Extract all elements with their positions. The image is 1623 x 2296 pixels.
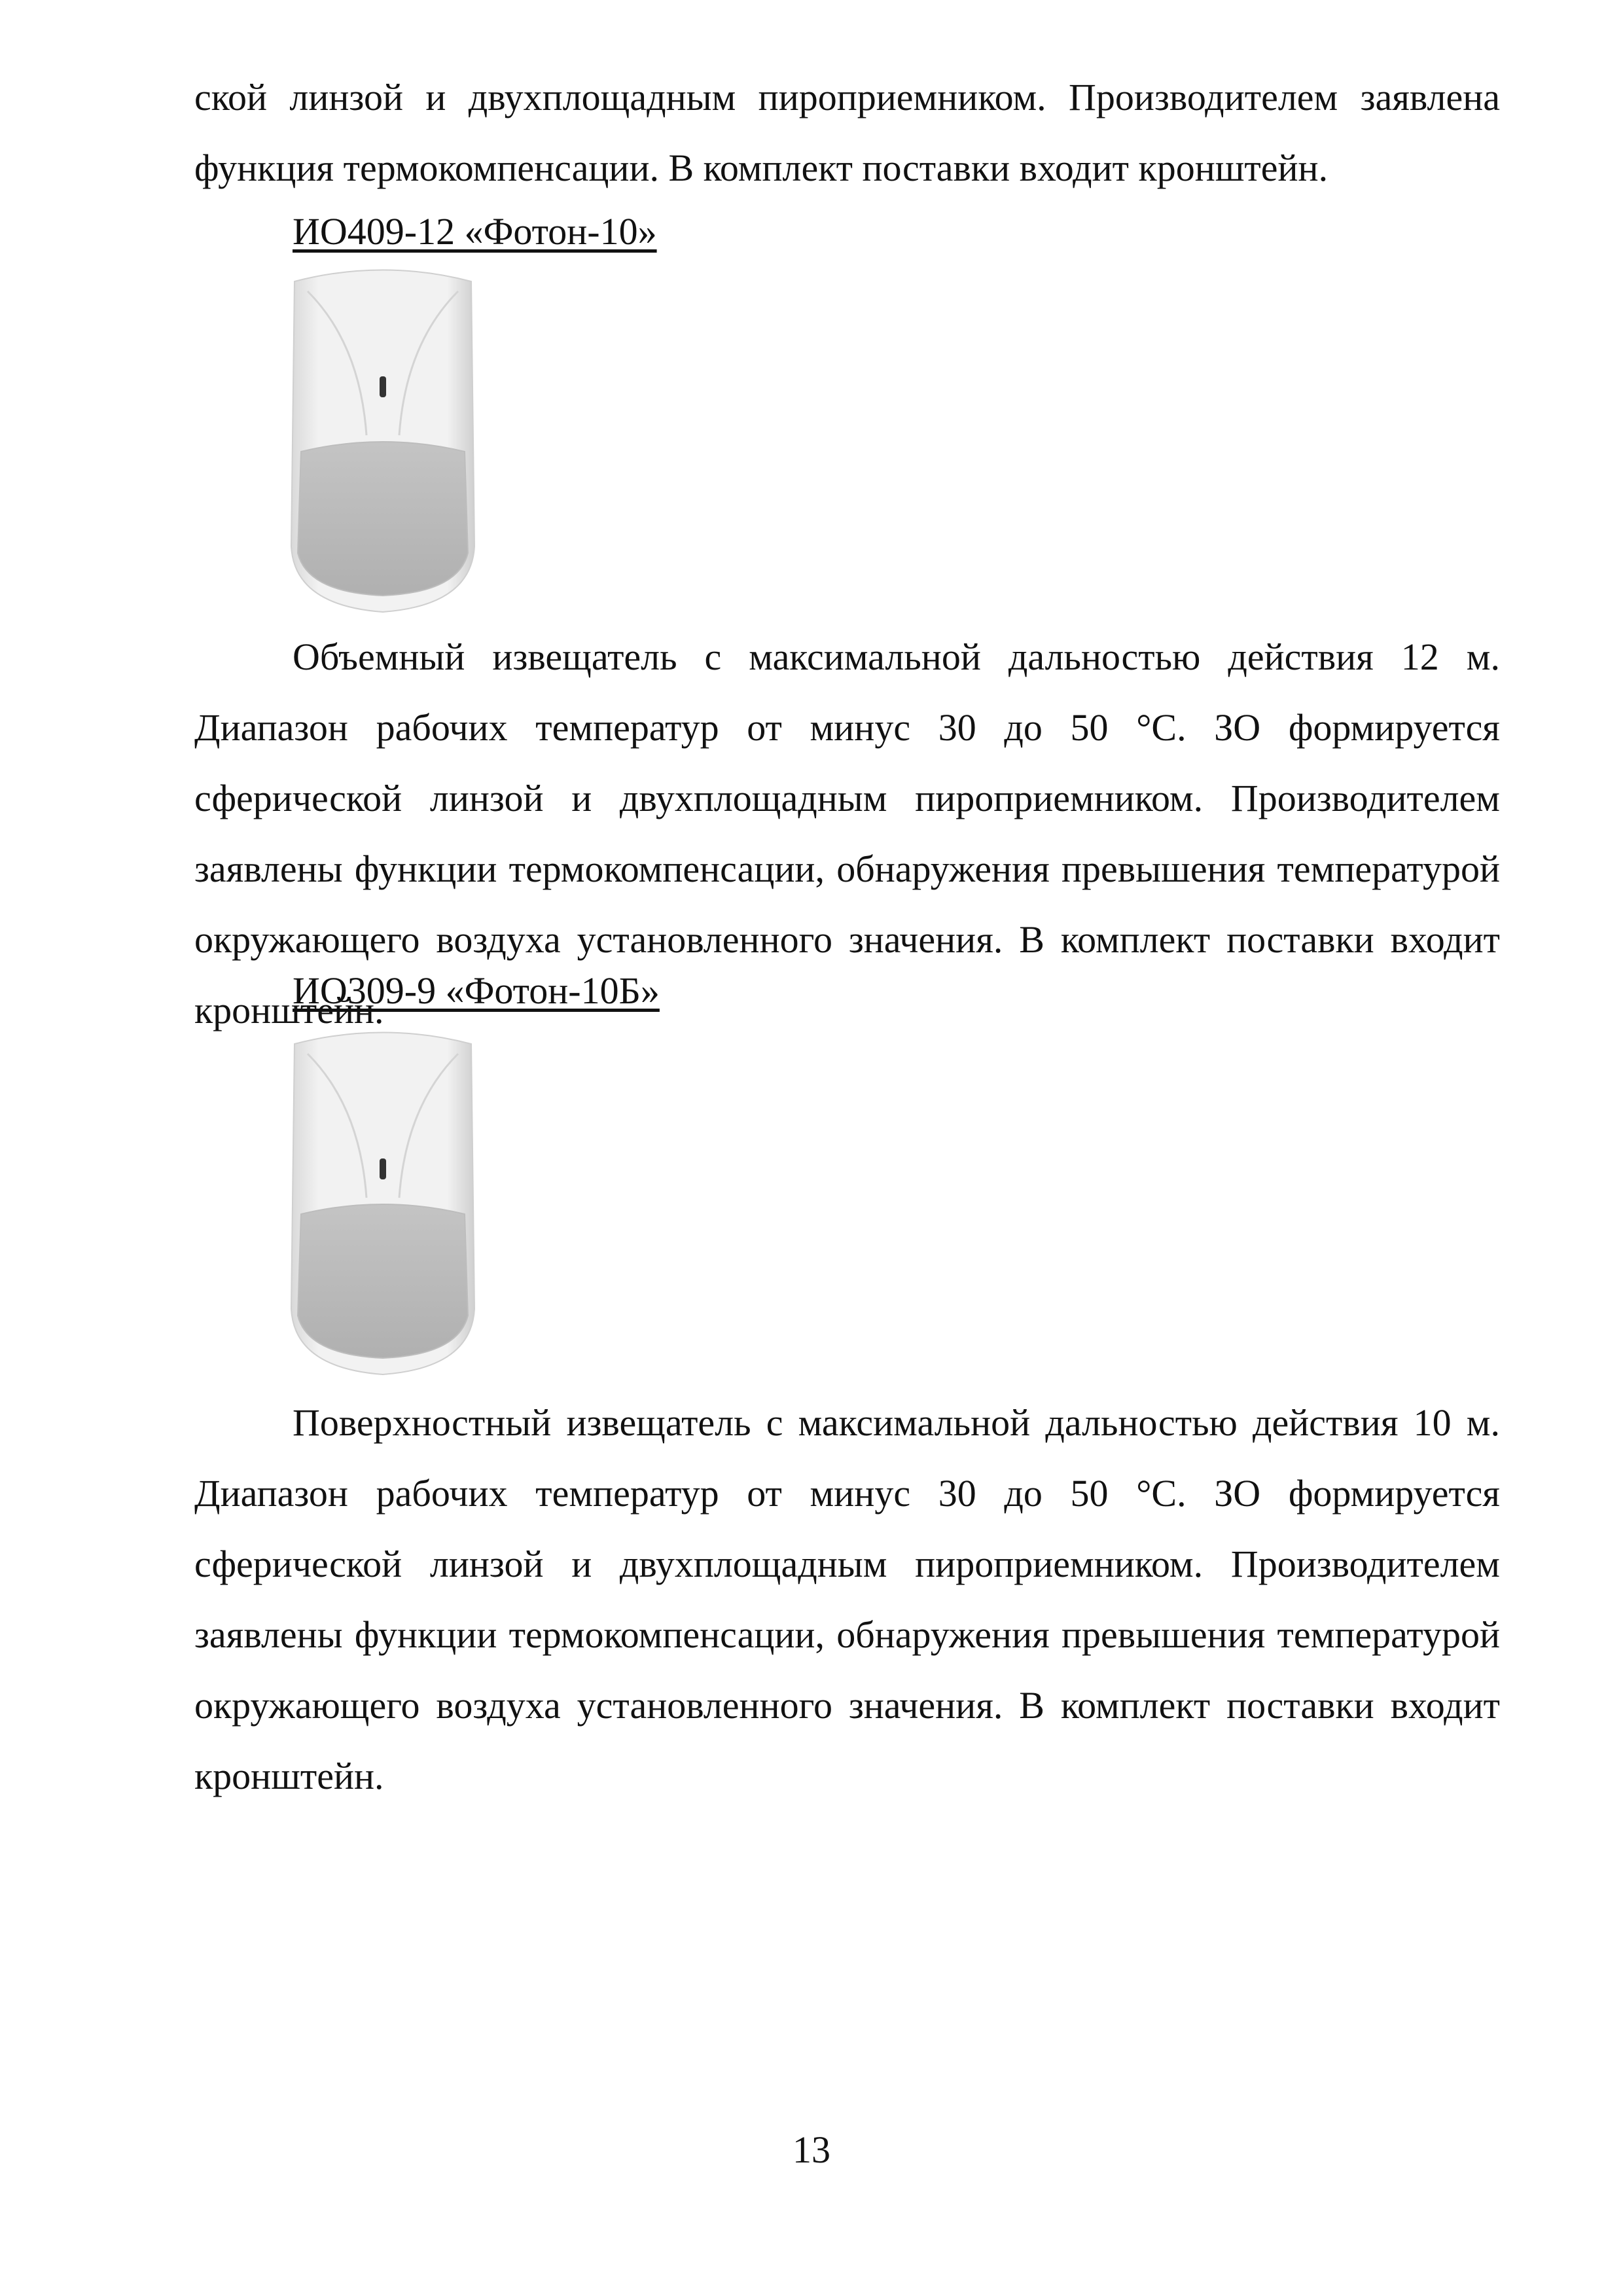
heading-foton-10b: ИО309-9 «Фотон-10Б»: [293, 969, 660, 1012]
paragraph-foton-10b-description: Поверхностный извещатель с максимальной дальностью действия 10 м. Диапазон рабочих температур от минус 30 до 50 °С. ЗО формируется сферической линзой и двухплощадным пироприемником. Производителем заявлены функции термокомпенсации, обнаружения превышения температурой окружающего воздуха установленного значения. В комплект поставки входит кронштейн.: [194, 1401, 1500, 1797]
paragraph-foton-10-description: Объемный извещатель с максимальной дальностью действия 12 м. Диапазон рабочих температур от минус 30 до 50 °С. ЗО формируется сферической линзой и двухплощадным пироприемником. Производителем заявлены функции термокомпенсации, обнаружения превышения температурой окружающего воздуха установленного значения. В комплект поставки входит кронштейн.: [194, 636, 1500, 1031]
paragraph-continued: ской линзой и двухплощадным пироприемником. Производителем заявлена функция термокомпенсации. В комплект поставки входит кронштейн.: [194, 76, 1500, 189]
motion-detector-image-foton-10: [281, 265, 484, 619]
page-number: 13: [793, 2128, 830, 2171]
heading-foton-10: ИО409-12 «Фотон-10»: [293, 210, 657, 253]
motion-detector-image-foton-10b: [281, 1028, 484, 1381]
